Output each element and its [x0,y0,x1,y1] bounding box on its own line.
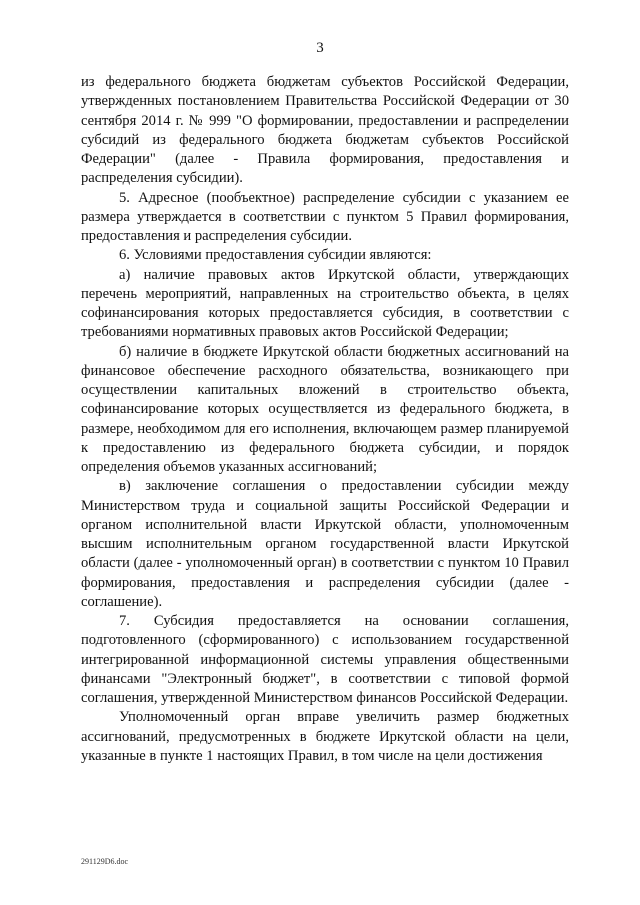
paragraph-item-7: 7. Субсидия предоставляется на основании соглашения, подготовленного (сформированного) с использованием государственной интегрированной информационной системы управления общественными финансами "Электронный бюджет", в соответствии с типовой формой соглашения, утвержденной Министерством финансов Российской Федерации. [81,613,569,706]
footer-doc-code: 291129D6.doc [81,857,129,866]
paragraph-item-6: 6. Условиями предоставления субсидии являются: [119,247,432,264]
paragraph-authorized-body: Уполномоченный орган вправе увеличить размер бюджетных ассигнований, предусмотренных в бюджете Иркутской области на цели, указанные в пункте 1 настоящих Правил, в том числе на цели достижения [81,709,569,764]
paragraph-item-6v: в) заключение соглашения о предоставлении субсидии между Министерством труда и социальной защиты Российской Федерации и органом исполнительной власти Иркутской области, уполномоченным высшим исполнительным органом государственной власти Иркутской области (далее - уполномоченный орган) в соответствии с пунктом 10 Правил формирования, предоставления и распределения субсидии (далее - соглашение). [81,478,569,610]
paragraph-item-6b: б) наличие в бюджете Иркутской области бюджетных ассигнований на финансовое обеспечение расходного обязательства, возникающего при осуществлении капитальных вложений в строительство объекта, софинансирование которых осуществляется из федерального бюджета, в размере, необходимом для его исполнения, включающем размер планируемой к предоставлению из федерального бюджета субсидии, и порядок определения объемов указанных ассигнований; [81,343,569,475]
paragraph-continuation: из федерального бюджета бюджетам субъектов Российской Федерации, утвержденных постановлением Правительства Российской Федерации от 30 сентября 2014 г. № 999 "О формировании, предоставлении и распределении субсидий из федерального бюджета бюджетам субъектов Российской Федерации" (далее - Правила формирования, предоставления и распределения субсидии). [81,74,569,187]
paragraph-item-6a: а) наличие правовых актов Иркутской области, утверждающих перечень мероприятий, направленных на строительство объекта, в целях софинансирования которых предоставляется субсидия, в соответствии с требованиями нормативных правовых актов Российской Федерации; [81,266,569,341]
page-number: 3 [316,40,324,56]
document-body [81,73,569,766]
paragraph-item-5: 5. Адресное (пообъектное) распределение субсидии с указанием ее размера утверждается в соответствии с пунктом 5 Правил формирования, предоставления и распределения субсидии. [81,189,569,244]
